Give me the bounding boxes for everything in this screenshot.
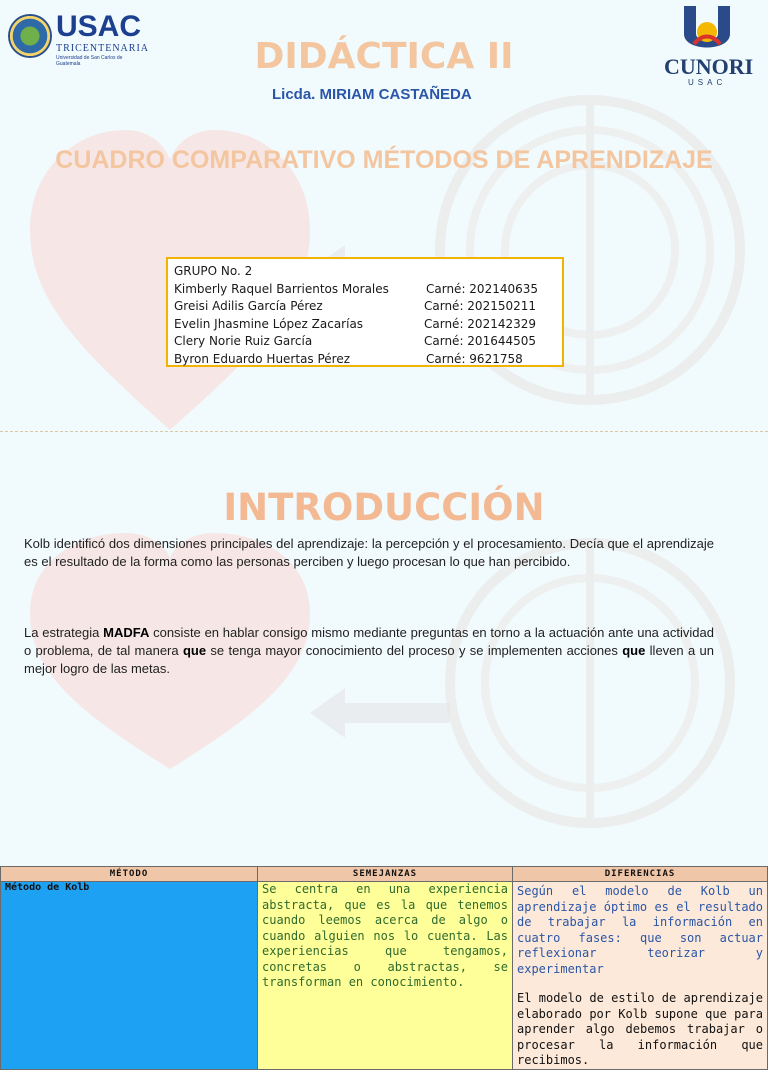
- intro-paragraph-kolb: Kolb identificó dos dimensiones principales del aprendizaje: la percepción y el procesamiento. Decía que el aprendizaje es el resultado de la forma como las personas perciben y luego procesan lo que han percibido.: [24, 536, 714, 569]
- table-row: [1, 882, 768, 1070]
- para-bold: que: [182, 643, 207, 658]
- slide-subtitle: CUADRO COMPARATIVO MÉTODOS DE APRENDIZAJE: [55, 146, 713, 174]
- para-text: La estrategia: [24, 625, 104, 640]
- similarities-cell: Se centra en una experiencia abstracta, que es la que tenemos cuando leemos acerca de algo o cuando alguien nos lo cuenta. Las experiencias que tengamos, concretas o abstractas, se transforman en conocimiento.: [258, 882, 513, 1070]
- usac-logo-subtitle: TRICENTENARIA: [56, 43, 149, 54]
- member-row: [174, 351, 556, 369]
- member-carne: Carné: 202140635: [426, 281, 539, 296]
- member-name: Byron Eduardo Huertas Pérez: [174, 351, 351, 366]
- para-text: consiste en hablar consigo mismo mediante preguntas en torno a la actuación ante una actividad o problema, de tal manera: [24, 625, 714, 658]
- differences-cell: [513, 882, 768, 1070]
- member-row: [174, 316, 556, 334]
- member-row: [174, 281, 556, 299]
- comparison-table: [0, 866, 768, 1070]
- member-carne: Carné: 202150211: [424, 299, 537, 313]
- differences-text-2: El modelo de estilo de aprendizaje elaborado por Kolb supone que para aprender algo debemos trabajar o procesar la información que recibimos.: [517, 991, 763, 1067]
- cunori-logo-text: CUNORI: [664, 54, 754, 79]
- column-header-differences: DIFERENCIAS: [513, 867, 768, 882]
- page-divider: [0, 431, 768, 432]
- teacher-name: Licda. MIRIAM CASTAÑEDA: [272, 86, 472, 103]
- member-carne: Carné: 9621758: [426, 351, 523, 366]
- para-bold: que: [622, 643, 646, 658]
- usac-logo-text: USAC: [56, 10, 142, 43]
- brain-watermark-icon: [430, 533, 750, 833]
- table-header-row: [1, 867, 768, 882]
- member-name: Clery Norie Ruiz García: [174, 334, 313, 348]
- introduction-title: INTRODUCCIÓN: [223, 486, 545, 529]
- arrow-watermark-icon: [310, 688, 450, 738]
- column-header-similarities: SEMEJANZAS: [258, 867, 513, 882]
- para-bold: MADFA: [103, 625, 150, 640]
- member-name: Greisi Adilis García Pérez: [174, 299, 323, 313]
- intro-paragraph-madfa: [24, 624, 714, 678]
- member-carne: Carné: 202142329: [424, 316, 537, 331]
- usac-logo-caption: Universidad de San Carlos de Guatemala: [56, 55, 123, 67]
- para-text: lleven a un mejor logro de las metas.: [24, 643, 714, 676]
- member-name: Evelin Jhasmine López Zacarías: [174, 316, 364, 331]
- differences-text-1: Según el modelo de Kolb un aprendizaje óptimo es el resultado de trabajar la información en cuatro fases: que son actuar reflexionar teorizar y experimentar: [517, 884, 763, 976]
- cunori-logo-subtitle: USAC: [688, 78, 727, 87]
- group-label: GRUPO No. 2: [174, 264, 253, 278]
- member-carne: Carné: 201644505: [424, 334, 537, 348]
- member-row: [174, 333, 556, 351]
- para-text: se tenga mayor conocimiento del proceso y se implementen acciones: [206, 643, 623, 658]
- member-name: Kimberly Raquel Barrientos Morales: [174, 281, 389, 296]
- group-members-box: [166, 257, 564, 367]
- column-header-method: MÉTODO: [1, 867, 258, 882]
- course-title: DIDÁCTICA II: [254, 36, 514, 77]
- title-slide: [0, 0, 768, 432]
- method-cell: Método de Kolb: [1, 882, 258, 1070]
- member-row: [174, 298, 556, 316]
